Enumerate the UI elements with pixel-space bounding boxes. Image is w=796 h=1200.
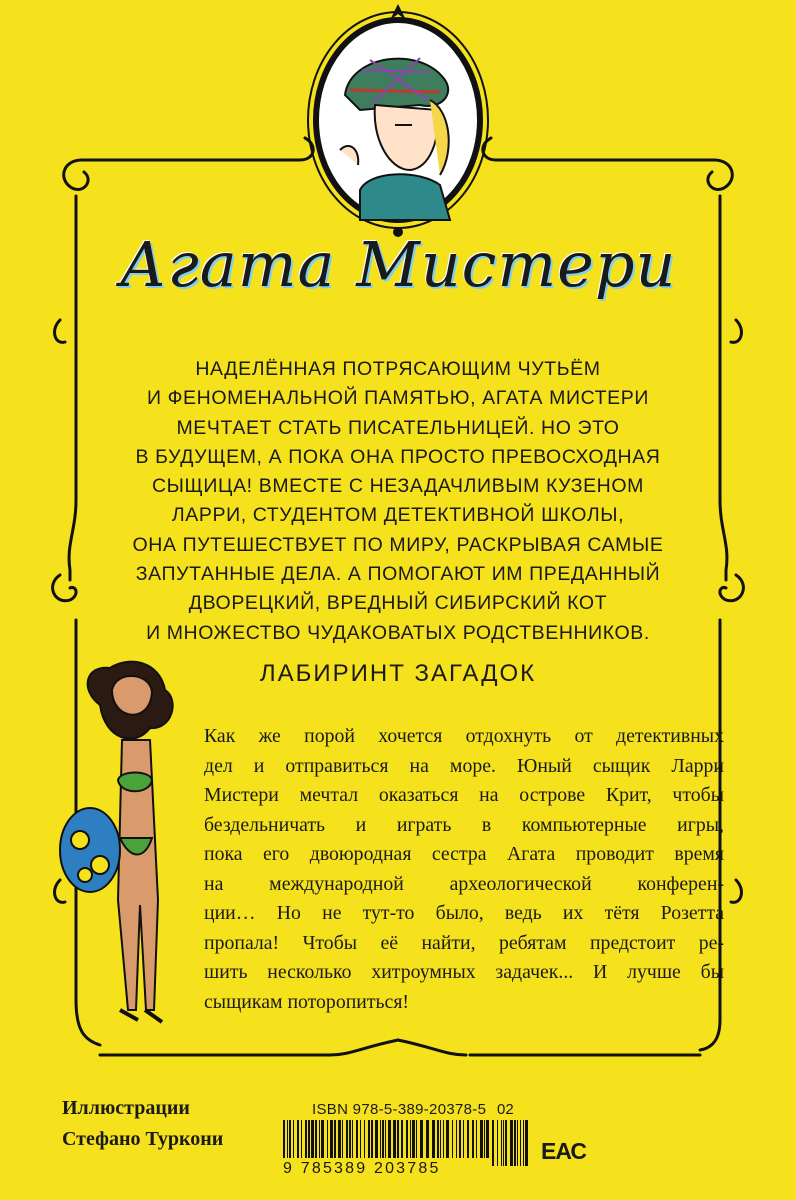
description-line: Как же порой хочется отдохнуть от детективных xyxy=(204,725,724,747)
illustrator-credit xyxy=(62,1093,223,1155)
description-line: шить несколько хитроумных задачек... И лучше бы xyxy=(204,961,724,983)
barcode-bar xyxy=(463,1120,464,1158)
barcode-bar xyxy=(510,1120,513,1166)
barcode-bar xyxy=(293,1120,294,1158)
barcode-bar xyxy=(364,1120,365,1158)
barcode-bar xyxy=(315,1120,317,1158)
barcode-bar xyxy=(517,1120,518,1166)
intro-line: И МНОЖЕСТВО ЧУДАКОВАТЫХ РОДСТВЕННИКОВ. xyxy=(146,621,650,644)
intro-line: НАДЕЛЁННАЯ ПОТРЯСАЮЩИМ ЧУТЬЁМ xyxy=(195,358,601,380)
barcode-bar xyxy=(523,1120,524,1166)
barcode-bar xyxy=(480,1120,483,1158)
barcode-bar xyxy=(380,1120,381,1158)
barcode-bar xyxy=(446,1120,449,1158)
barcode-bar xyxy=(360,1120,361,1158)
barcode-bar xyxy=(356,1120,358,1158)
barcode-bar xyxy=(289,1120,291,1158)
barcode-bar xyxy=(311,1120,314,1158)
barcode-bar xyxy=(406,1120,408,1158)
barcode-bar xyxy=(459,1120,461,1158)
barcode-bar xyxy=(385,1120,386,1158)
barcode-bar xyxy=(420,1120,423,1158)
description-line: на международной археологической конферен- xyxy=(204,872,724,895)
barcode-bar xyxy=(501,1120,502,1166)
barcode-bar xyxy=(426,1120,429,1158)
barcode-bar xyxy=(443,1120,444,1158)
barcode-digits: 9 785389 203785 xyxy=(283,1160,441,1177)
barcode-bar xyxy=(472,1120,474,1158)
barcode-bar xyxy=(416,1120,417,1158)
barcode-bar xyxy=(452,1120,453,1158)
intro-line: И ФЕНОМЕНАЛЬНОЙ ПАМЯТЬЮ, АГАТА МИСТЕРИ xyxy=(146,387,650,410)
barcode-bar xyxy=(297,1120,299,1158)
barcode-bar xyxy=(319,1120,320,1158)
barcode-bar xyxy=(432,1120,435,1158)
barcode-bar xyxy=(514,1120,516,1166)
description-line: ции… Но не тут-то было, ведь их тётя Розетта xyxy=(204,902,724,924)
barcode-bar xyxy=(346,1120,348,1158)
barcode-bar xyxy=(334,1120,336,1158)
series-title: Агата Мистери xyxy=(119,228,677,301)
isbn-addon: 02 xyxy=(497,1101,514,1118)
barcode-bar xyxy=(342,1120,343,1158)
barcode-bar xyxy=(440,1120,441,1158)
intro-line: МЕЧТАЕТ СТАТЬ ПИСАТЕЛЬНИЦЕЙ. НО ЭТО xyxy=(176,416,620,439)
barcode-bar xyxy=(497,1120,498,1166)
barcode-bar xyxy=(352,1120,353,1158)
description-line: пропала! Чтобы её найти, ребятам предстоит ре- xyxy=(204,931,724,954)
series-intro xyxy=(60,355,736,648)
barcode-bar xyxy=(382,1120,384,1158)
intro-line: ЛАРРИ, СТУДЕНТОМ ДЕТЕКТИВНОЙ ШКОЛЫ, xyxy=(171,504,625,527)
barcode-bar xyxy=(467,1120,469,1158)
barcode-bar xyxy=(393,1120,396,1158)
barcode-bar xyxy=(327,1120,328,1158)
intro-line: ЗАПУТАННЫЕ ДЕЛА. А ПОМОГАЮТ ИМ ПРЕДАННЫЙ xyxy=(135,563,661,586)
barcode-bar xyxy=(321,1120,324,1158)
intro-line: СЫЩИЦА! ВМЕСТЕ С НЕЗАДАЧЛИВЫМ КУЗЕНОМ xyxy=(152,475,644,498)
description-line: пока его двоюродная сестра Агата проводит время xyxy=(204,843,724,865)
barcode-bar xyxy=(371,1120,373,1158)
description-line: бездельничать и играть в компьютерные игры, xyxy=(204,813,724,836)
description-line: дел и отправиться на море. Юный сыщик Ларри xyxy=(204,754,724,777)
barcode-bar xyxy=(283,1120,285,1158)
barcode-bar xyxy=(476,1120,477,1158)
barcode-bar xyxy=(484,1120,485,1158)
barcode-bar xyxy=(412,1120,415,1158)
barcode-bar xyxy=(410,1120,411,1158)
barcode-bar xyxy=(503,1120,504,1166)
barcode-bar xyxy=(505,1120,507,1166)
book-description xyxy=(204,722,724,1017)
barcode-bar xyxy=(397,1120,399,1158)
barcode-bar xyxy=(456,1120,457,1158)
description-line: Мистери мечтал оказаться на острове Крит, чтобы xyxy=(204,784,724,806)
description-line: сыщикам поторопиться! xyxy=(204,990,410,1013)
barcode-bar xyxy=(305,1120,307,1158)
barcode-bar xyxy=(375,1120,378,1158)
book-title: ЛАБИРИНТ ЗАГАДОК xyxy=(259,660,537,687)
barcode-bar xyxy=(388,1120,391,1158)
barcode-bar xyxy=(525,1120,528,1166)
illustrator-name: Стефано Туркони xyxy=(62,1128,224,1150)
barcode-bar xyxy=(349,1120,351,1158)
eac-mark: ЕАС xyxy=(541,1138,586,1164)
barcode-bar xyxy=(520,1120,521,1166)
barcode-bar xyxy=(368,1120,370,1158)
barcode-bar xyxy=(287,1120,288,1158)
barcode-bar xyxy=(308,1120,310,1158)
barcode-bar xyxy=(330,1120,333,1158)
intro-line: ДВОРЕЦКИЙ, ВРЕДНЫЙ СИБИРСКИЙ КОТ xyxy=(188,592,608,615)
intro-line: ОНА ПУТЕШЕСТВУЕТ ПО МИРУ, РАСКРЫВАЯ САМЫЕ xyxy=(132,533,664,556)
isbn-text: ISBN 978-5-389-20378-5 xyxy=(312,1101,487,1118)
barcode-bar xyxy=(301,1120,302,1158)
illustrator-label: Иллюстрации xyxy=(62,1097,190,1119)
barcode-bar xyxy=(338,1120,341,1158)
barcode-bar xyxy=(486,1120,489,1158)
intro-line: В БУДУЩЕМ, А ПОКА ОНА ПРОСТО ПРЕВОСХОДНАЯ xyxy=(135,445,661,468)
barcode-bar xyxy=(401,1120,403,1158)
barcode-bar xyxy=(437,1120,439,1158)
